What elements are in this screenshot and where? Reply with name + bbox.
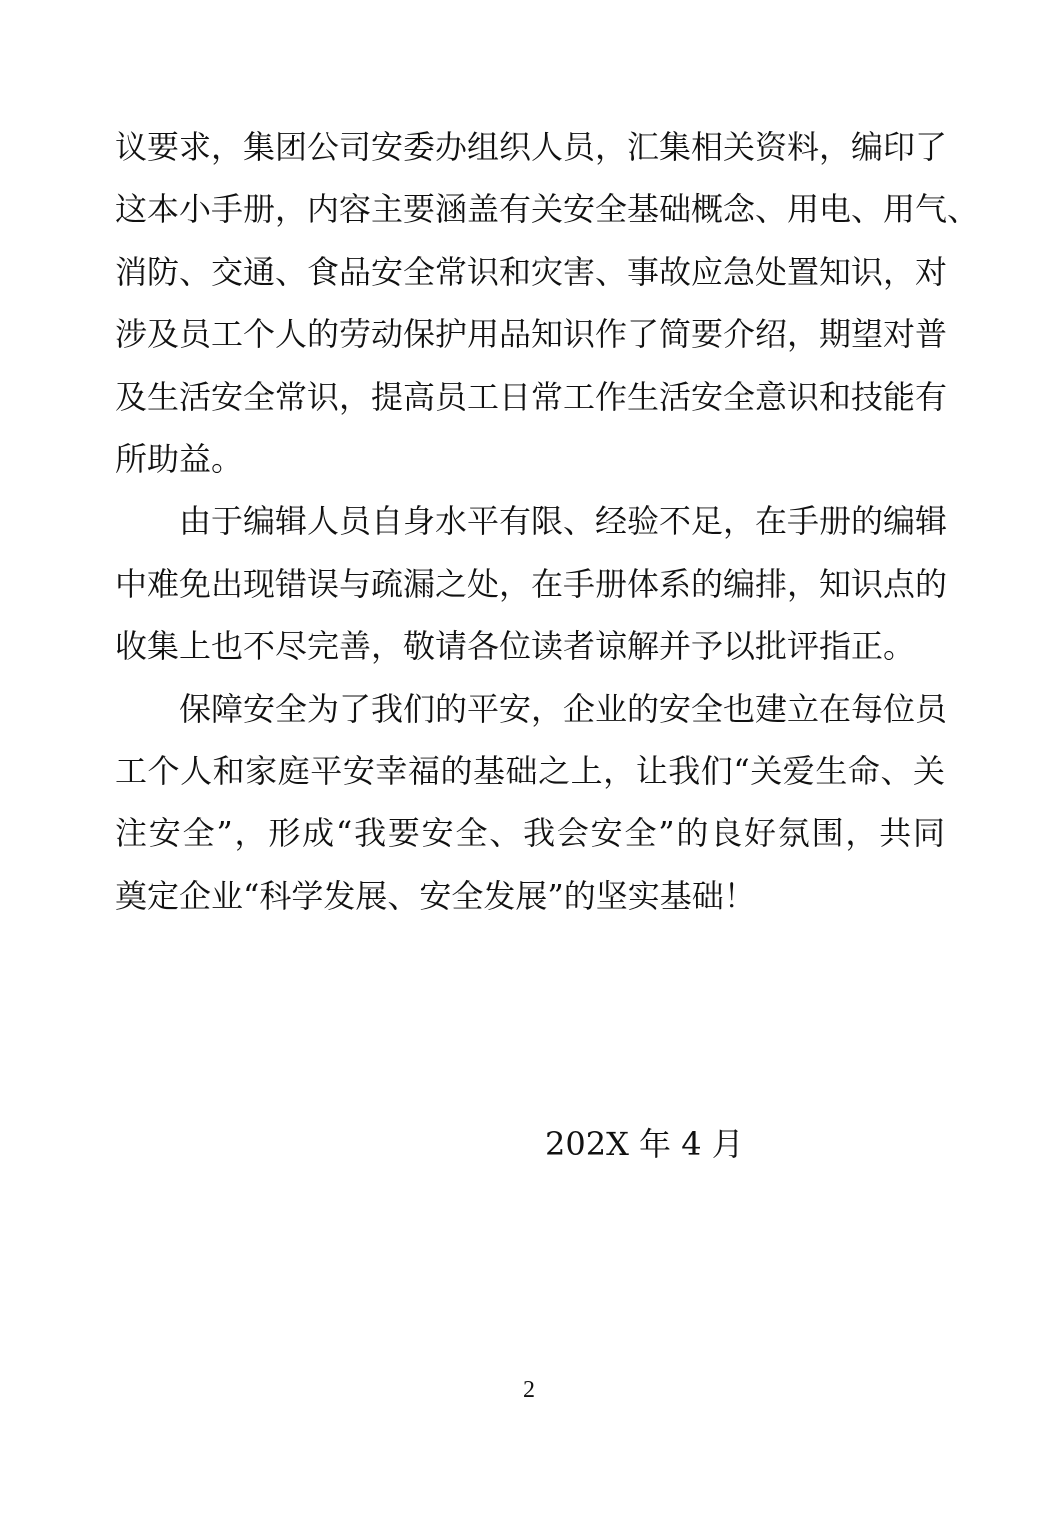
text-line: 议要求，集团公司安委办组织人员，汇集相关资料，编印了 xyxy=(115,128,948,166)
text-line: 奠定企业“科学发展、安全发展”的坚实基础！ xyxy=(115,876,756,915)
text-line: 所助益。 xyxy=(115,439,244,478)
text-line: 涉及员工个人的劳动保护用品知识作了简要介绍，期望对普 xyxy=(115,315,948,354)
text-line: 工个人和家庭平安幸福的基础之上，让我们“关爱生命、关 xyxy=(115,751,945,790)
text-line: 消防、交通、食品安全常识和灾害、事故应急处置知识，对 xyxy=(115,252,948,291)
text-line: 及生活安全常识，提高员工日常工作生活安全意识和技能有 xyxy=(115,377,948,416)
text-line: 注安全”，形成“我要安全、我会安全”的良好氛围，共同 xyxy=(115,814,945,853)
text-line: 这本小手册，内容主要涵盖有关安全基础概念、用电、用气、 xyxy=(115,190,980,229)
text-line: 收集上也不尽完善，敬请各位读者谅解并予以批评指正。 xyxy=(115,627,916,666)
preface-body xyxy=(115,116,980,927)
text-line: 由于编辑人员自身水平有限、经验不足，在手册的编辑 xyxy=(179,502,948,541)
document-date: 202X 年 4 月 xyxy=(545,1125,744,1163)
text-line: 中难免出现错误与疏漏之处，在手册体系的编排，知识点的 xyxy=(115,564,948,603)
page-number: 2 xyxy=(523,1377,535,1403)
text-line: 保障安全为了我们的平安，企业的安全也建立在每位员 xyxy=(179,689,948,728)
